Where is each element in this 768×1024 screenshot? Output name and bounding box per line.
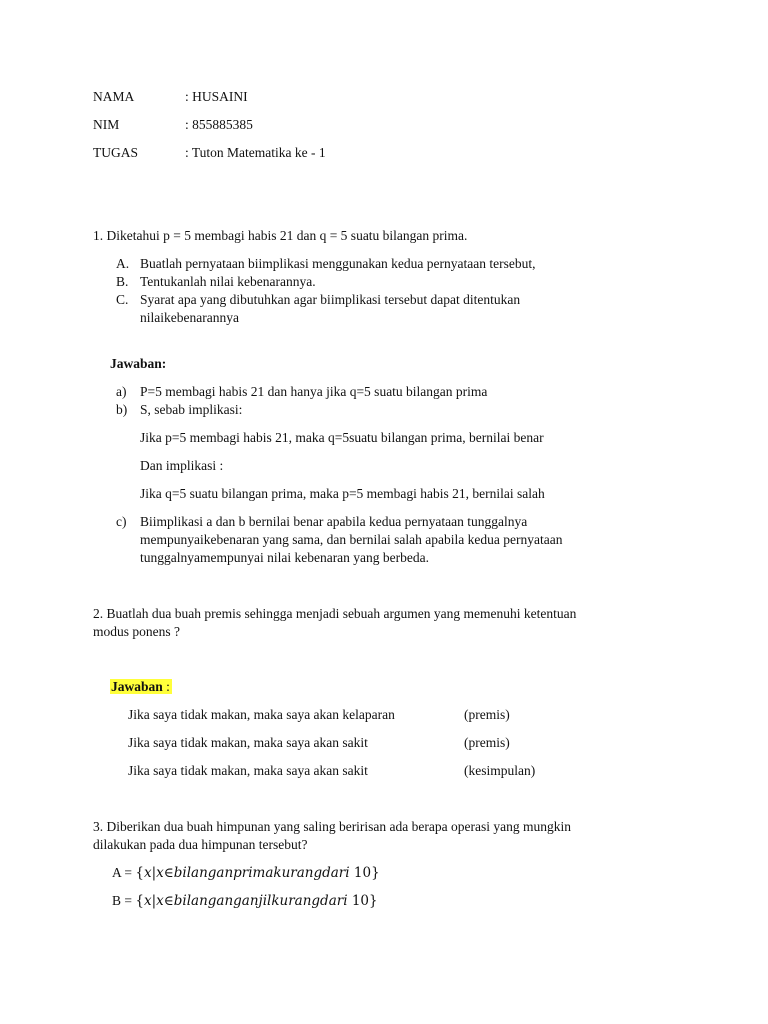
set-b-formula bbox=[135, 893, 377, 909]
question-3-line-2: dilakukan pada dua himpunan tersebut? bbox=[93, 837, 308, 852]
q2-answer-label-wrap bbox=[110, 678, 172, 696]
question-3-line-1: 3. Diberikan dua buah himpunan yang saling beririsan ada berapa operasi yang mungkin bbox=[93, 819, 571, 834]
set-a-number: 10 bbox=[353, 865, 372, 881]
task-label: TUGAS bbox=[93, 145, 139, 160]
q1-answer-a-text: P=5 membagi habis 21 dan hanya jika q=5 suatu bilangan prima bbox=[140, 384, 488, 399]
q2-row-2-tag: (premis) bbox=[464, 735, 510, 750]
q1-item-a-marker: A. bbox=[116, 256, 130, 271]
task-value: : Tuton Matematika ke - 1 bbox=[185, 145, 326, 160]
q2-answer-label-highlight bbox=[110, 679, 172, 694]
set-a-expr: x|x∈bilanganprimakurangdari bbox=[143, 865, 354, 881]
q1-answer-a-marker: a) bbox=[116, 384, 127, 399]
set-b-definition bbox=[112, 892, 378, 910]
q1-answer-b-line-1: Jika p=5 membagi habis 21, maka q=5suatu bilangan prima, bernilai benar bbox=[140, 430, 544, 445]
set-a-formula bbox=[135, 865, 379, 881]
name-label: NAMA bbox=[93, 89, 135, 104]
q1-answer-c-line-2: mempunyaikebenaran yang sama, dan bernilai salah apabila kedua pernyataan bbox=[140, 532, 563, 547]
question-2-line-1: 2. Buatlah dua buah premis sehingga menjadi sebuah argumen yang memenuhi ketentuan bbox=[93, 606, 577, 621]
q2-answer-label: Jawaban bbox=[111, 679, 163, 694]
q2-answer-colon: : bbox=[162, 679, 170, 694]
q2-row-1-tag: (premis) bbox=[464, 707, 510, 722]
q1-item-b-marker: B. bbox=[116, 274, 129, 289]
q2-row-3-tag: (kesimpulan) bbox=[464, 763, 536, 778]
nim-value: : 855885385 bbox=[185, 117, 253, 132]
set-a-open-brace: { bbox=[135, 865, 144, 881]
q1-item-b-text: Tentukanlah nilai kebenarannya. bbox=[140, 274, 316, 289]
name-value: : HUSAINI bbox=[185, 89, 248, 104]
set-b-expr: x|x∈bilanganganjilkurangdari bbox=[143, 893, 352, 909]
q1-answer-c-line-3: tunggalnyamempunyai nilai kebenaran yang berbeda. bbox=[140, 550, 430, 565]
q1-answer-b-text: S, sebab implikasi: bbox=[140, 402, 243, 417]
set-b-close-brace: } bbox=[369, 893, 378, 909]
q1-item-c-marker: C. bbox=[116, 292, 129, 307]
set-a-name: A = bbox=[112, 865, 136, 880]
q1-answer-c-marker: c) bbox=[116, 514, 127, 529]
q2-row-3-statement: Jika saya tidak makan, maka saya akan sakit bbox=[128, 763, 368, 778]
q1-answer-label: Jawaban: bbox=[110, 356, 167, 371]
nim-label: NIM bbox=[93, 117, 120, 132]
set-b-name: B = bbox=[112, 893, 136, 908]
q1-item-c-text: Syarat apa yang dibutuhkan agar biimplikasi tersebut dapat ditentukan bbox=[140, 292, 521, 307]
q1-answer-b-line-2: Dan implikasi : bbox=[140, 458, 224, 473]
q2-row-1-statement: Jika saya tidak makan, maka saya akan kelaparan bbox=[128, 707, 395, 722]
q1-answer-b-marker: b) bbox=[116, 402, 128, 417]
set-b-open-brace: { bbox=[135, 893, 144, 909]
q1-answer-b-line-3: Jika q=5 suatu bilangan prima, maka p=5 membagi habis 21, bernilai salah bbox=[140, 486, 545, 501]
set-b-number: 10 bbox=[351, 893, 370, 909]
q1-answer-c-line-1: Biimplikasi a dan b bernilai benar apabila kedua pernyataan tunggalnya bbox=[140, 514, 528, 529]
q2-row-2-statement: Jika saya tidak makan, maka saya akan sakit bbox=[128, 735, 368, 750]
question-1-text: 1. Diketahui p = 5 membagi habis 21 dan q = 5 suatu bilangan prima. bbox=[93, 228, 468, 243]
q1-item-c-text-cont: nilaikebenarannya bbox=[140, 310, 239, 325]
question-2-line-2: modus ponens ? bbox=[93, 624, 180, 639]
set-a-close-brace: } bbox=[371, 865, 380, 881]
q1-item-a-text: Buatlah pernyataan biimplikasi menggunakan kedua pernyataan tersebut, bbox=[140, 256, 536, 271]
set-a-definition bbox=[112, 864, 380, 882]
